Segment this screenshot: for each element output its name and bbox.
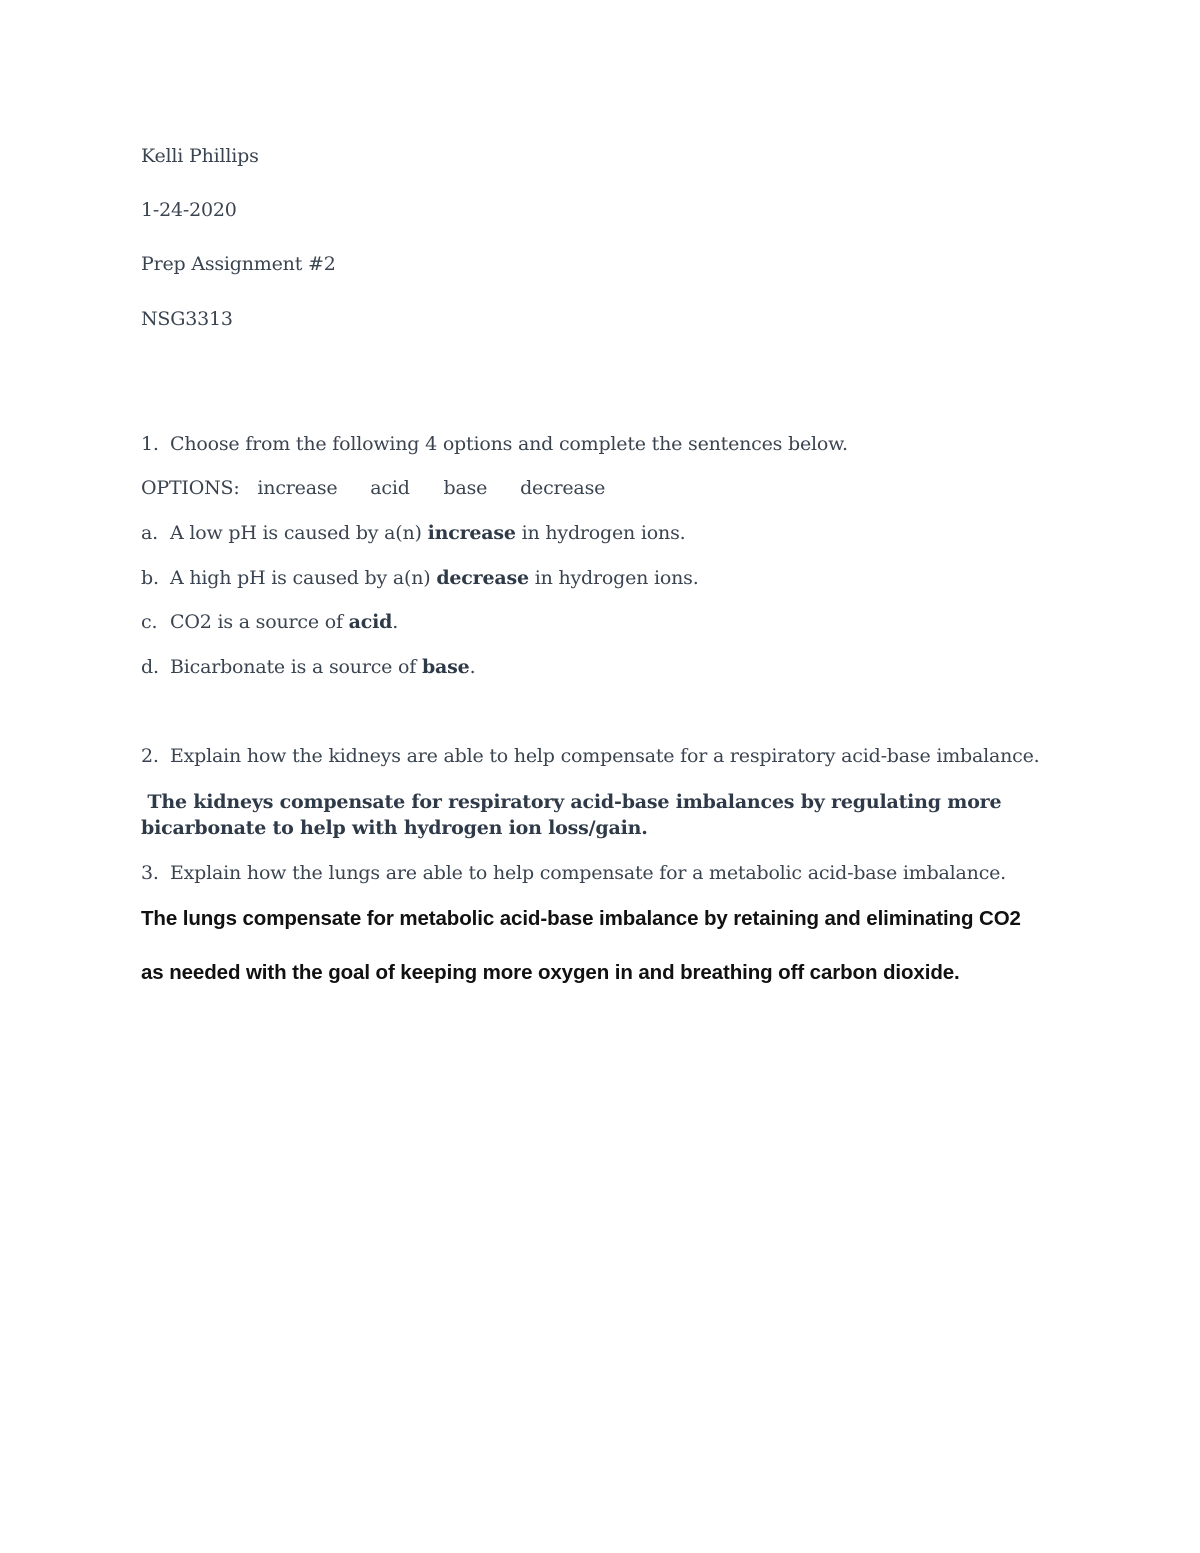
item-text-before: CO2 is a source of	[170, 611, 349, 633]
item-text-before: Bicarbonate is a source of	[170, 656, 422, 678]
item-text-after: in hydrogen ions.	[528, 567, 699, 589]
option-acid: acid	[370, 477, 410, 499]
question-2-answer: The kidneys compensate for respiratory acid-base imbalances by regulating more bicarbonate to help with hydrogen ion loss/gain.	[141, 791, 1008, 839]
item-answer: acid	[348, 611, 393, 633]
question-1	[141, 432, 848, 456]
item-text-before: A high pH is caused by a(n)	[170, 567, 437, 589]
question-3	[141, 861, 1006, 885]
item-text-after: .	[392, 611, 399, 633]
item-answer: decrease	[436, 567, 529, 589]
item-marker: b.	[141, 567, 159, 589]
options-row	[141, 476, 605, 500]
q1-item-c	[141, 610, 398, 634]
option-decrease: decrease	[520, 477, 606, 499]
assignment-title: Prep Assignment #2	[141, 253, 336, 275]
question-1-prompt: Choose from the following 4 options and complete the sentences below.	[170, 433, 848, 455]
question-2	[141, 744, 1039, 768]
q1-item-d	[141, 655, 475, 679]
question-2-prompt: Explain how the kidneys are able to help compensate for a respiratory acid-base imbalance.	[170, 745, 1040, 767]
assignment-date: 1-24-2020	[141, 199, 237, 221]
question-2-number: 2.	[141, 745, 159, 767]
course-code: NSG3313	[141, 308, 233, 330]
options-label: OPTIONS:	[141, 477, 240, 499]
option-increase: increase	[257, 477, 338, 499]
question-3-answer-line-2: as needed with the goal of keeping more oxygen in and breathing off carbon dioxide.	[141, 961, 960, 984]
question-3-answer-line-1: The lungs compensate for metabolic acid-base imbalance by retaining and eliminating CO2	[141, 907, 1021, 930]
option-base: base	[443, 477, 488, 499]
q1-item-a	[141, 521, 685, 545]
question-3-number: 3.	[141, 862, 159, 884]
item-answer: base	[421, 656, 470, 678]
item-answer: increase	[427, 522, 516, 544]
student-name: Kelli Phillips	[141, 145, 259, 167]
q1-item-b	[141, 566, 699, 590]
item-text-before: A low pH is caused by a(n)	[170, 522, 428, 544]
item-marker: c.	[141, 611, 158, 633]
question-3-prompt: Explain how the lungs are able to help compensate for a metabolic acid-base imbalance.	[170, 862, 1007, 884]
item-text-after: in hydrogen ions.	[515, 522, 686, 544]
item-marker: d.	[141, 656, 159, 678]
item-marker: a.	[141, 522, 158, 544]
item-text-after: .	[469, 656, 476, 678]
question-1-number: 1.	[141, 433, 159, 455]
